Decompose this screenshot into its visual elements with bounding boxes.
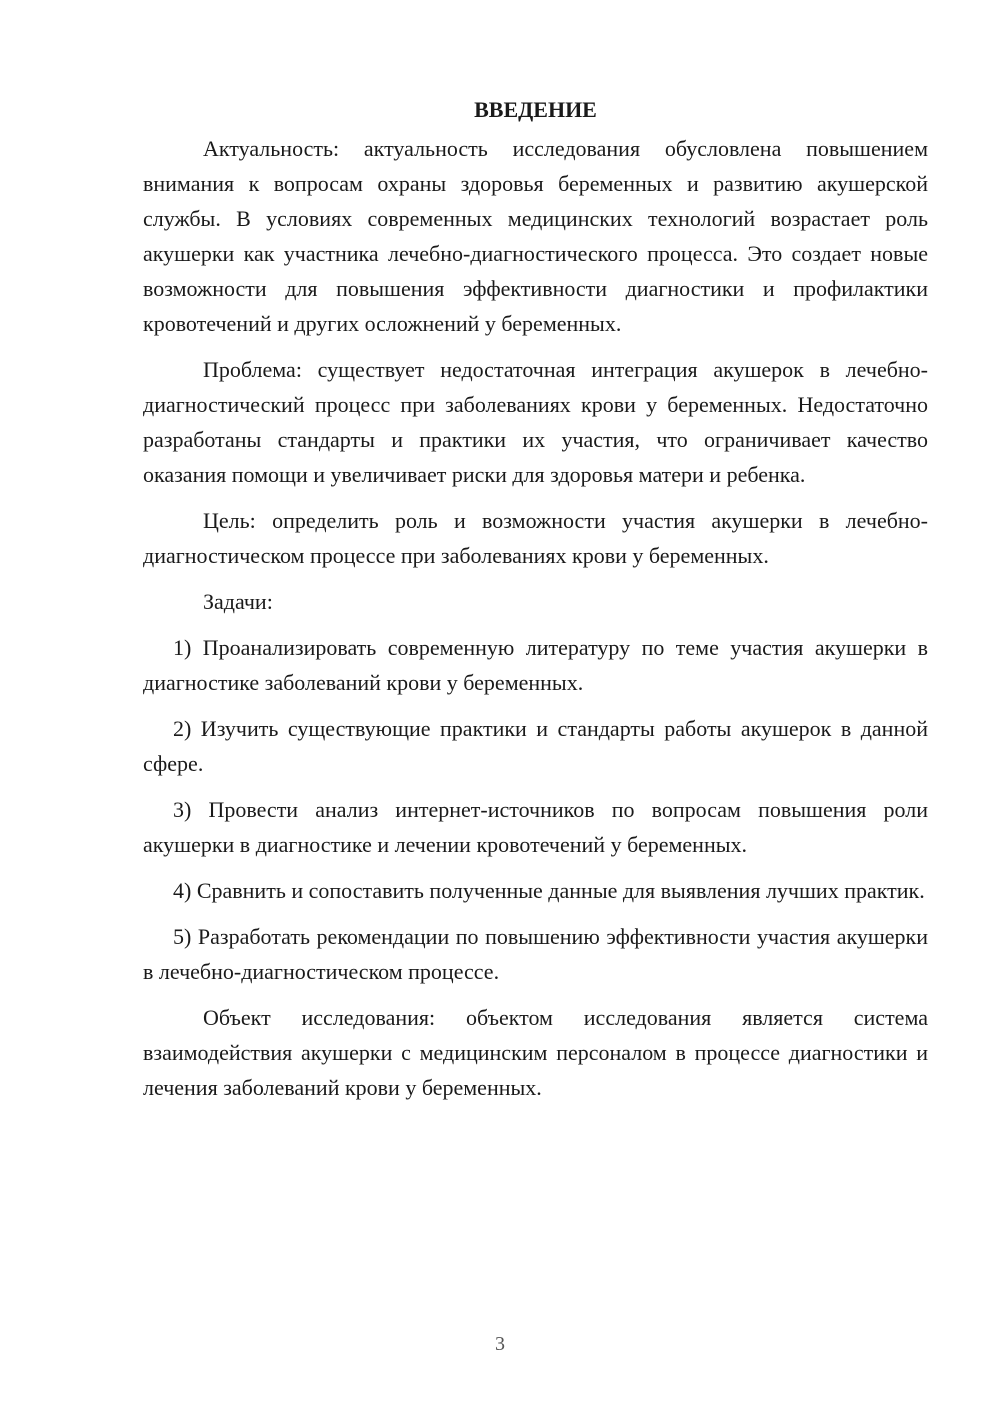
relevance-paragraph: Актуальность: актуальность исследования обусловлена повышением внимания к вопросам охраны здоровья беременных и развитию акушерской службы. В условиях современных медицинских технологий возрастает роль акушерки как участника лечебно-диагностического процесса. Это создает новые возможности для повышения эффективности диагностики и профилактики кровотечений и других осложнений у беременных. [143,136,928,336]
page-content [143,92,928,1116]
task-item: 3) Провести анализ интернет-источников по вопросам повышения роли акушерки в диагностике и лечении кровотечений у беременных. [143,797,928,857]
section-heading: ВВЕДЕНИЕ [474,97,597,122]
task-item: 4) Сравнить и сопоставить полученные данные для выявления лучших практик. [173,878,925,903]
goal-paragraph: Цель: определить роль и возможности участия акушерки в лечебно-диагностическом процессе при заболеваниях крови у беременных. [143,508,928,568]
page-number: 3 [495,1333,505,1355]
object-paragraph: Объект исследования: объектом исследования является система взаимодействия акушерки с медицинским персоналом в процессе диагностики и лечения заболеваний крови у беременных. [143,1005,928,1100]
problem-paragraph: Проблема: существует недостаточная интеграция акушерок в лечебно-диагностический процесс при заболеваниях крови у беременных. Недостаточно разработаны стандарты и практики их участия, что ограничивает качество оказания помощи и увеличивает риски для здоровья матери и ребенка. [143,357,928,487]
tasks-heading: Задачи: [203,589,273,614]
task-item: 5) Разработать рекомендации по повышению эффективности участия акушерки в лечебно-диагностическом процессе. [143,924,928,984]
task-item: 1) Проанализировать современную литературу по теме участия акушерки в диагностике заболеваний крови у беременных. [143,635,928,695]
task-item: 2) Изучить существующие практики и стандарты работы акушерок в данной сфере. [143,716,928,776]
